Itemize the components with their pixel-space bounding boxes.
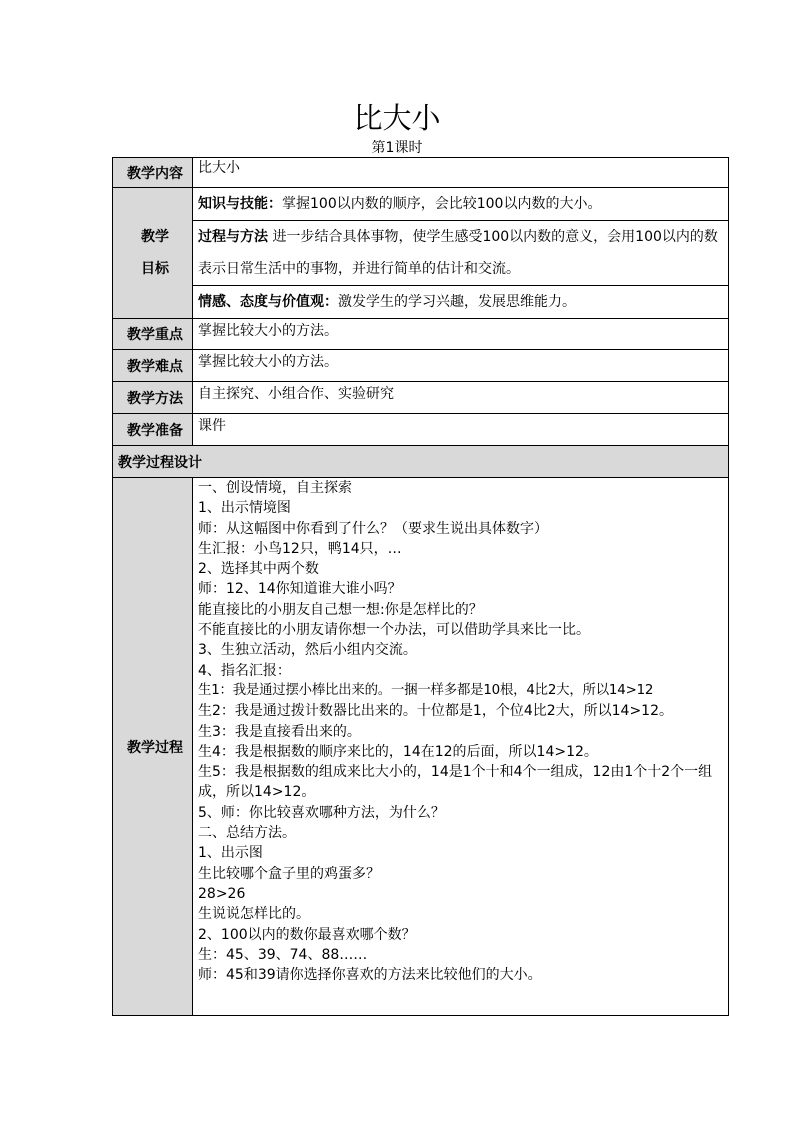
value-preparation: 课件: [193, 414, 729, 446]
process-line: 3、生独立活动，然后小组内交流。: [198, 642, 417, 659]
goal-process-text: 进一步结合具体事物，使学生感受100以内数的意义，会用100以内的数表示日常生活中的事物，并进行简单的估计和交流。: [198, 229, 718, 277]
goal-knowledge-text: 掌握100以内数的顺序，会比较100以内数的大小。: [282, 196, 602, 212]
process-line: 一、创设情境，自主探索: [198, 480, 352, 496]
row-key-points: [113, 319, 729, 350]
goal-emotion: [193, 286, 729, 319]
process-line: 生：45、39、74、88……: [198, 946, 368, 963]
value-key-points: 掌握比较大小的方法。: [193, 319, 729, 350]
row-goal-process: [113, 221, 729, 286]
process-line: 师：45和39请你选择你喜欢的方法来比较他们的大小。: [198, 967, 542, 984]
goal-process: [193, 221, 729, 286]
label-goals: [113, 188, 193, 319]
process-line: 5、师：你比较喜欢哪种方法，为什么？: [198, 804, 445, 821]
label-design: 教学过程设计: [113, 446, 729, 478]
value-difficulties: 掌握比较大小的方法。: [193, 350, 729, 382]
process-line: 二、总结方法。: [198, 825, 296, 842]
label-difficulties: 教学难点: [113, 350, 193, 382]
row-preparation: [113, 414, 729, 446]
process-line: 1、出示图: [198, 845, 263, 862]
lesson-number: 第1课时: [371, 140, 423, 156]
goal-emotion-text: 激发学生的学习兴趣，发展思维能力。: [338, 294, 576, 310]
process-line: 师：从这幅图中你看到了什么？（要求生说出具体数字）: [198, 520, 548, 537]
process-line: 生说说怎样比的。: [198, 906, 310, 923]
goal-process-label: 过程与方法: [198, 229, 268, 245]
process-line: 1、出示情境图: [198, 500, 291, 517]
row-methods: [113, 382, 729, 414]
goal-emotion-label: 情感、态度与价值观：: [198, 294, 338, 310]
process-line: 能直接比的小朋友自己想一想:你是怎样比的？: [198, 601, 483, 618]
process-line: 生2：我是通过拨计数器比出来的。十位都是1，个位4比2大，所以14>12。: [198, 703, 673, 720]
row-goal-knowledge: [113, 188, 729, 221]
process-line: 生比较哪个盒子里的鸡蛋多？: [198, 865, 380, 882]
process-line: 28>26: [198, 885, 246, 902]
label-key-points: 教学重点: [113, 319, 193, 350]
row-difficulties: [113, 350, 729, 382]
process-line: 4、指名汇报：: [198, 662, 291, 679]
process-line: 生1：我是通过摆小棒比出来的。一捆一样多都是10根，4比2大，所以14>12: [198, 682, 654, 698]
process-content: [193, 478, 729, 1016]
value-content: 比大小: [193, 158, 729, 188]
label-methods: 教学方法: [113, 382, 193, 414]
goal-knowledge-label: 知识与技能：: [198, 196, 282, 212]
process-line: 2、选择其中两个数: [198, 561, 319, 578]
process-line: 生4：我是根据数的顺序来比的，14在12的后面，所以14>12。: [198, 743, 598, 760]
process-line: 师：12、14你知道谁大谁小吗？: [198, 581, 402, 598]
row-process: [113, 478, 729, 1016]
label-goals-line2: 目标: [141, 261, 169, 277]
label-process: 教学过程: [113, 478, 193, 1016]
process-line: 不能直接比的小朋友请你想一个办法，可以借助学具来比一比。: [198, 622, 590, 639]
page-title: 比大小: [353, 101, 441, 135]
lesson-plan-table: [112, 157, 729, 1016]
label-content: 教学内容: [113, 158, 193, 188]
row-design: [113, 446, 729, 478]
label-goals-line1: 教学: [141, 229, 169, 245]
process-line: 生5：我是根据数的组成来比大小的，14是1个十和4个一组成，12由1个十2个一组成，所以14>12。: [198, 764, 713, 801]
process-line: 生汇报：小鸟12只，鸭14只，…: [198, 540, 402, 557]
process-line: 2、100以内的数你最喜欢哪个数？: [198, 926, 416, 943]
row-content: [113, 158, 729, 188]
value-methods: 自主探究、小组合作、实验研究: [193, 382, 729, 414]
row-goal-emotion: [113, 286, 729, 319]
goal-knowledge: [193, 188, 729, 221]
label-preparation: 教学准备: [113, 414, 193, 446]
process-line: 生3：我是直接看出来的。: [198, 723, 361, 740]
